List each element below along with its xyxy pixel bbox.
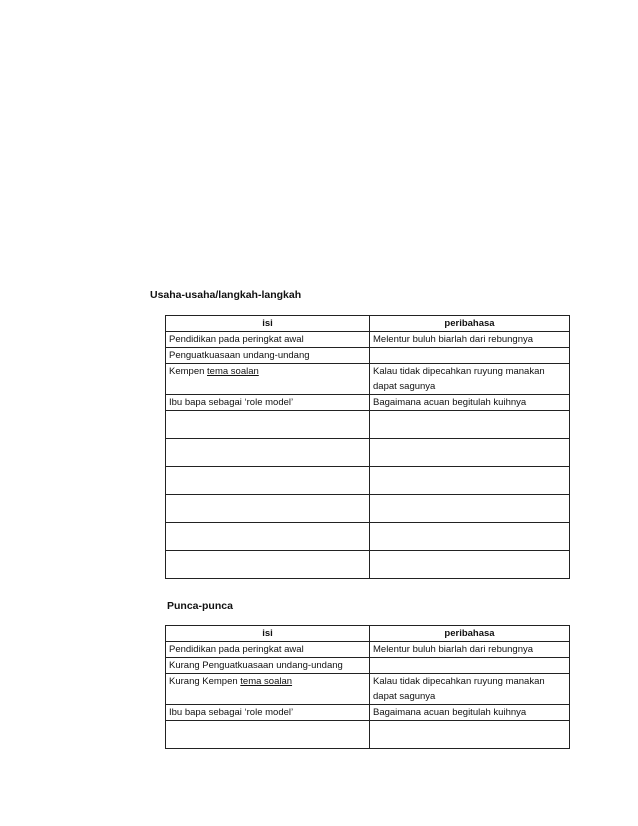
isi-cell — [166, 495, 370, 523]
peribahasa-cell — [370, 467, 570, 495]
table-header-row — [166, 626, 570, 642]
table-row-empty — [166, 551, 570, 579]
isi-text: Pendidikan pada peringkat awal — [169, 644, 304, 655]
table-row — [166, 348, 570, 364]
table-row — [166, 674, 570, 705]
section-title-punca: Punca-punca — [167, 600, 233, 612]
header-peribahasa: peribahasa — [370, 626, 570, 642]
peribahasa-cell — [370, 495, 570, 523]
isi-cell — [166, 642, 370, 658]
peribahasa-cell — [370, 348, 570, 364]
isi-text: Kempen — [169, 366, 208, 377]
header-peribahasa: peribahasa — [370, 316, 570, 332]
peribahasa-cell: Kalau tidak dipecahkan ruyung manakan dapat sagunya — [370, 364, 570, 395]
isi-cell — [166, 395, 370, 411]
peribahasa-cell — [370, 439, 570, 467]
peribahasa-cell — [370, 551, 570, 579]
isi-text: Kurang Penguatkuasaan undang-undang — [169, 660, 343, 671]
isi-cell — [166, 523, 370, 551]
isi-cell — [166, 705, 370, 721]
isi-cell — [166, 332, 370, 348]
isi-cell — [166, 674, 370, 705]
table-row-empty — [166, 523, 570, 551]
isi-cell — [166, 439, 370, 467]
table-row — [166, 364, 570, 395]
table-header-row — [166, 316, 570, 332]
table-row — [166, 705, 570, 721]
table-row — [166, 395, 570, 411]
isi-text: Pendidikan pada peringkat awal — [169, 334, 304, 345]
isi-underlined-text: tema soalan — [207, 366, 259, 377]
table-row-empty — [166, 495, 570, 523]
peribahasa-cell — [370, 721, 570, 749]
isi-cell — [166, 467, 370, 495]
table-row-empty — [166, 721, 570, 749]
table-row — [166, 658, 570, 674]
table-usaha-langkah — [165, 315, 570, 579]
peribahasa-cell: Kalau tidak dipecahkan ruyung manakan dapat sagunya — [370, 674, 570, 705]
table-row-empty — [166, 411, 570, 439]
isi-text: Ibu bapa sebagai ‘role model’ — [169, 707, 294, 718]
isi-text: Penguatkuasaan undang-undang — [169, 350, 310, 361]
isi-cell — [166, 348, 370, 364]
isi-cell — [166, 658, 370, 674]
table-row-empty — [166, 439, 570, 467]
isi-cell — [166, 411, 370, 439]
isi-text: Kurang Kempen — [169, 676, 241, 687]
header-isi: isi — [166, 316, 370, 332]
table-punca-punca — [165, 625, 570, 749]
peribahasa-cell: Bagaimana acuan begitulah kuihnya — [370, 395, 570, 411]
peribahasa-cell: Melentur buluh biarlah dari rebungnya — [370, 642, 570, 658]
peribahasa-cell: Bagaimana acuan begitulah kuihnya — [370, 705, 570, 721]
table-row — [166, 332, 570, 348]
peribahasa-cell — [370, 658, 570, 674]
table-row-empty — [166, 467, 570, 495]
table-row — [166, 642, 570, 658]
peribahasa-cell — [370, 523, 570, 551]
isi-cell — [166, 364, 370, 395]
isi-cell — [166, 551, 370, 579]
isi-cell — [166, 721, 370, 749]
header-isi: isi — [166, 626, 370, 642]
peribahasa-cell — [370, 411, 570, 439]
section-title-usaha: Usaha-usaha/langkah-langkah — [150, 289, 302, 301]
isi-text: Ibu bapa sebagai ‘role model’ — [169, 397, 294, 408]
peribahasa-cell: Melentur buluh biarlah dari rebungnya — [370, 332, 570, 348]
isi-underlined-text: tema soalan — [240, 676, 293, 687]
